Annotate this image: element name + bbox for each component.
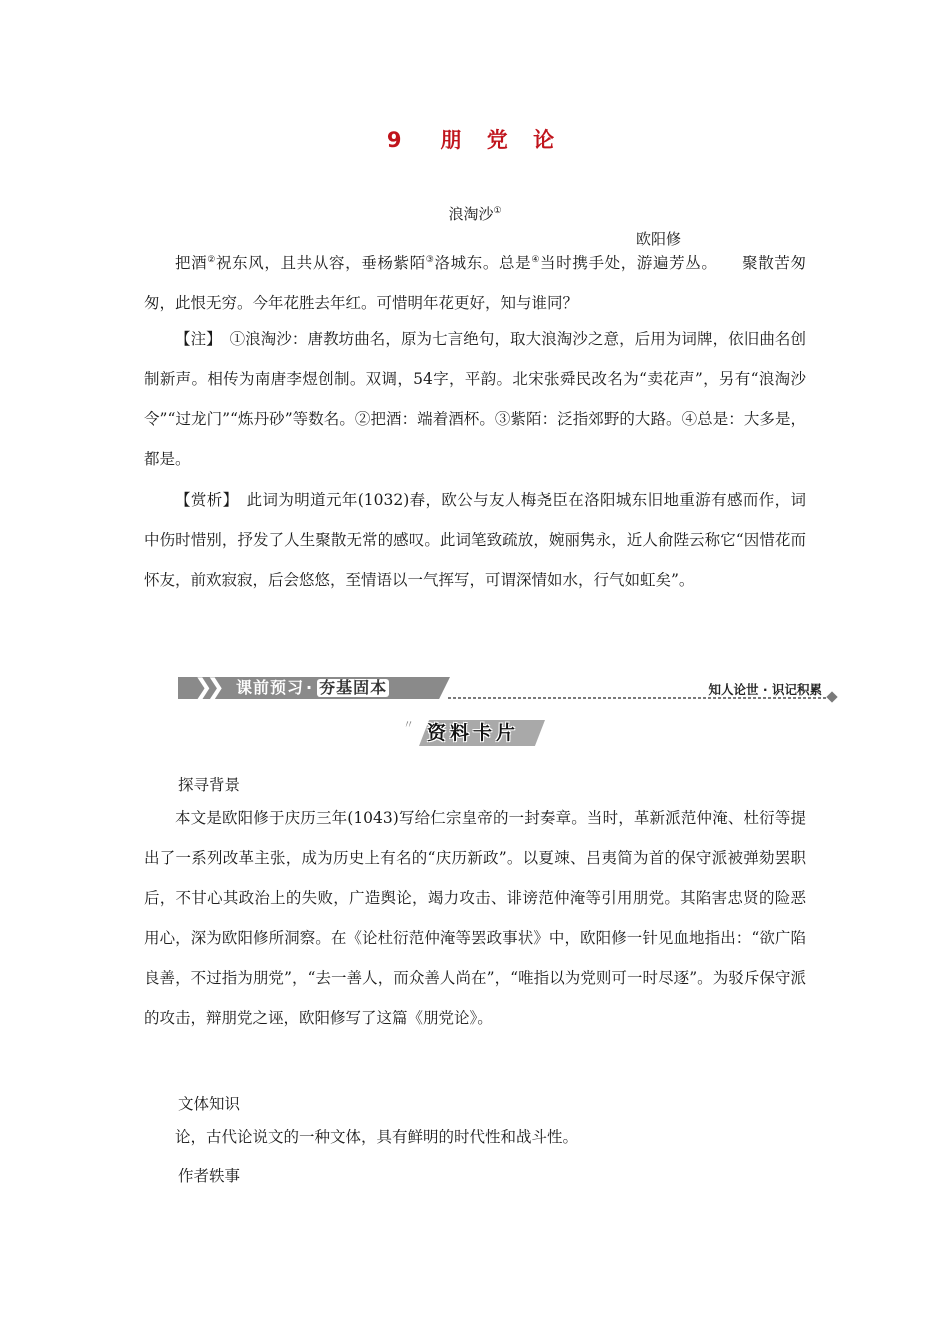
anecdote-heading: 作者轶事 (178, 1167, 241, 1185)
appreciation-label: 【赏析】 (175, 491, 231, 509)
card-heading-label: 资料卡片 (427, 722, 520, 744)
appreciation-text: 此词为明道元年(1032)春，欧公与友人梅尧臣在洛阳城东旧地重游有感而作，词中伤时惜别，抒发了人生聚散无常的感叹。此词笔致疏放，婉丽隽永，近人俞陛云称它“因惜花而怀友，前欢寂寂，后会悠悠，至情语以一气挥写，可谓深情如水，行气如虹矣”。 (144, 491, 806, 589)
genre-heading: 文体知识 (178, 1095, 241, 1113)
notes-paragraph (144, 319, 806, 479)
note-marker-4: ④ (531, 254, 541, 265)
poem-title-text: 浪淘沙 (448, 205, 494, 223)
poem-title (144, 203, 806, 224)
section-band (178, 675, 838, 703)
background-heading: 探寻背景 (178, 776, 241, 794)
note-marker-3: ③ (425, 254, 435, 265)
section-band-label-b: 夯基固本 (319, 678, 388, 697)
section-band-right-label: 知人论世 · 识记积累 (708, 682, 822, 697)
poem-seg-2: 祝东风，且共从容，垂杨紫陌 (216, 254, 426, 272)
section-band-label-a: 课前预习 (236, 678, 305, 697)
notes-text: ①浪淘沙：唐教坊曲名，原为七言绝句，取大浪淘沙之意，后用为词牌，依旧曲名创制新声。相传为南唐李煜创制。双调，54字，平韵。北宋张舜民改名为“卖花声”，另有“浪淘沙令”“过龙门”“炼丹砂”等数名。②把酒：端着酒杯。③紫陌：泛指郊野的大路。④总是：大多是，都是。 (144, 330, 806, 468)
poem-seg-1: 把酒 (175, 254, 208, 272)
section-band-label (236, 677, 389, 699)
lesson-title: 9 朋 党 论 (386, 128, 564, 152)
poem-author: 欧阳修 (636, 230, 682, 248)
card-heading (399, 714, 549, 750)
section-band-dot: · (306, 678, 314, 697)
diamond-icon (826, 691, 837, 702)
poem-title-note: ① (493, 206, 502, 216)
poem-seg-4: 当时携手处，游遍芳丛。 聚散苦匆匆，此恨无穷。今年花胜去年红。可惜明年花更好，知与谁同？ (144, 254, 806, 312)
notes-label: 【注】 (175, 330, 214, 348)
genre-paragraph: 论，古代论说文的一种文体，具有鲜明的时代性和战斗性。 (175, 1128, 579, 1146)
appreciation-paragraph (144, 480, 806, 600)
poem-text (144, 243, 806, 323)
background-paragraph: 本文是欧阳修于庆历三年(1043)写给仁宗皇帝的一封奏章。当时，革新派范仲淹、杜衍等提出了一系列改革主张，成为历史上有名的“庆历新政”。以夏竦、吕夷简为首的保守派被弹劾罢职后，不甘心其政治上的失败，广造舆论，竭力攻击、诽谤范仲淹等引用朋党。其陷害忠贤的险恶用心，深为欧阳修所洞察。在《论杜衍范仲淹等罢政事状》中，欧阳修一针见血地指出：“欲广陷良善，不过指为朋党”，“去一善人，而众善人尚在”，“唯指以为党则可一时尽逐”。为驳斥保守派的攻击，辩朋党之诬，欧阳修写了这篇《朋党论》。 (144, 809, 806, 1027)
note-marker-2: ② (207, 254, 216, 265)
double-chevron-icon: ❯❯ (194, 675, 219, 700)
quote-ticks-icon: 〃 (403, 718, 414, 731)
poem-seg-3: 洛城东。总是 (434, 254, 532, 272)
